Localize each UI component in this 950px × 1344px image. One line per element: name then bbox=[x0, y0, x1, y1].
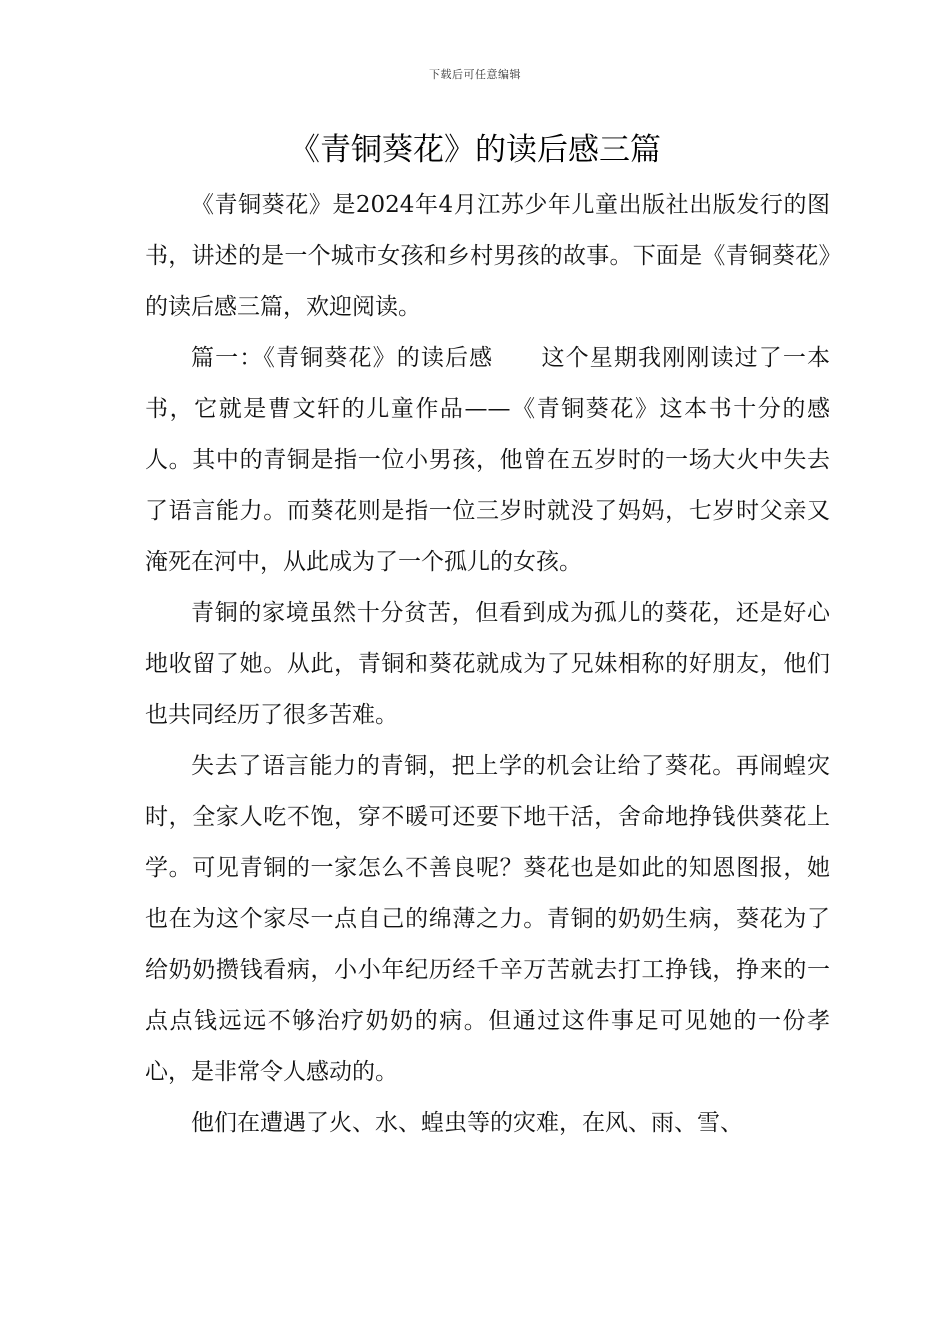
paragraph-intro: 《青铜葵花》是2024年4月江苏少年儿童出版社出版发行的图书，讲述的是一个城市女孩和乡村男孩的故事。下面是《青铜葵花》的读后感三篇，欢迎阅读。 bbox=[145, 192, 830, 320]
paragraph-sacrifice: 失去了语言能力的青铜，把上学的机会让给了葵花。再闹蝗灾时，全家人吃不饱，穿不暖可还要下地干活，舍命地挣钱供葵花上学。可见青铜的一家怎么不善良呢？葵花也是如此的知恩图报，她也在为这个家尽一点自己的绵薄之力。青铜的奶奶生病，葵花为了给奶奶攒钱看病，小小年纪历经千辛万苦就去打工挣钱，挣来的一点点钱远远不够治疗奶奶的病。但通过这件事足可见她的一份孝心，是非常令人感动的。 bbox=[145, 753, 830, 1085]
document-title: 《青铜葵花》的读后感三篇 bbox=[289, 132, 661, 168]
document-body bbox=[145, 180, 830, 1149]
paragraph-part-one: 篇一：《青铜葵花》的读后感 这个星期我刚刚读过了一本书，它就是曹文轩的儿童作品——《青铜葵花》这本书十分的感人。其中的青铜是指一位小男孩，他曾在五岁时的一场大火中失去了语言能力。而葵花则是指一位三岁时就没了妈妈，七岁时父亲又淹死在河中，从此成为了一个孤儿的女孩。 bbox=[145, 345, 830, 575]
header-note: 下载后可任意编辑 bbox=[429, 68, 521, 81]
paragraph-qingtong-family: 青铜的家境虽然十分贫苦，但看到成为孤儿的葵花，还是好心地收留了她。从此，青铜和葵花就成为了兄妹相称的好朋友，他们也共同经历了很多苦难。 bbox=[145, 600, 830, 728]
paragraph-hardships: 他们在遭遇了火、水、蝗虫等的灾难，在风、雨、雪、 bbox=[191, 1110, 743, 1136]
